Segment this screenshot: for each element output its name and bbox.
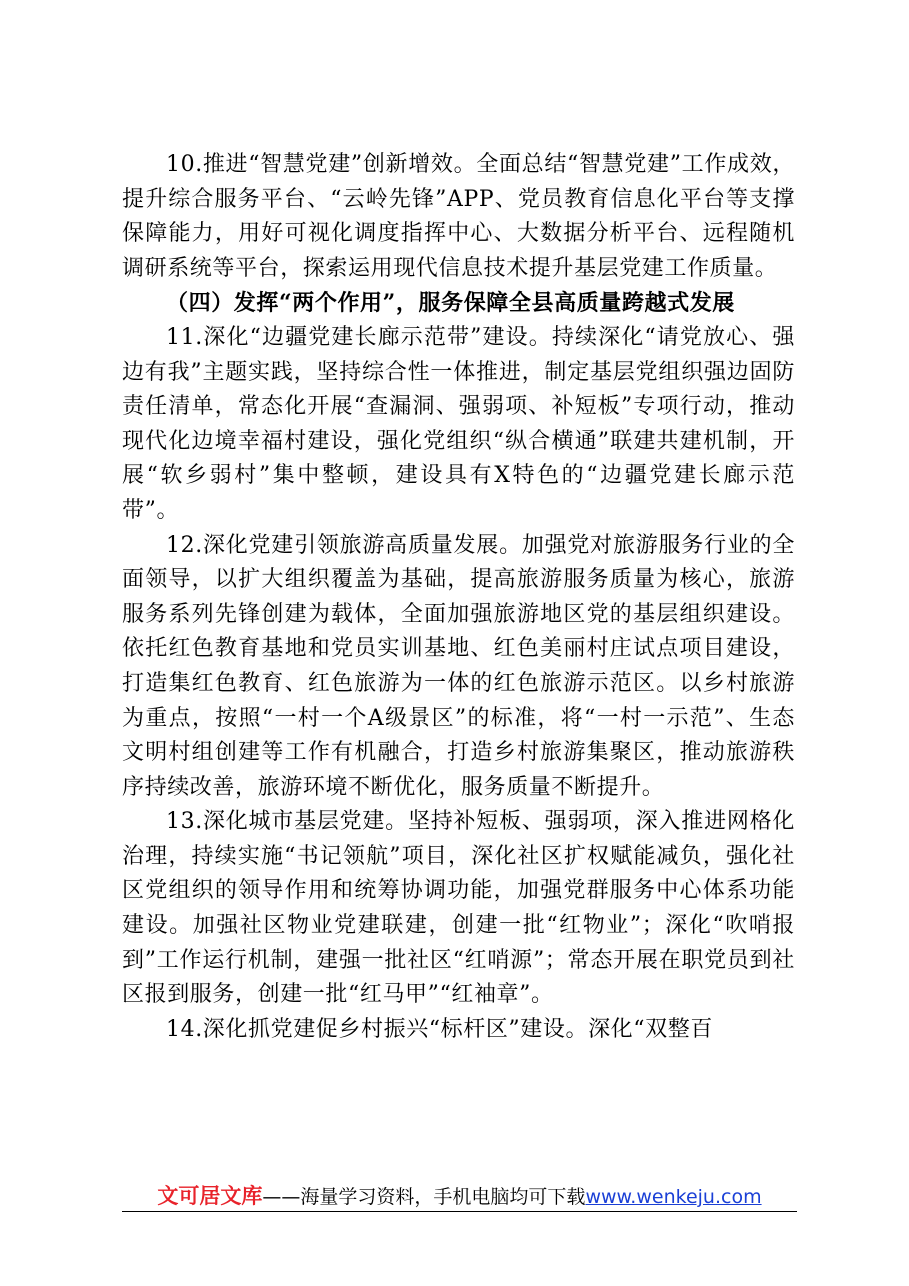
paragraph: 13.深化城市基层党建。坚持补短板、强弱项，深入推进网格化治理，持续实施“书记领航”项目，深化社区扩权赋能减负，强化社区党组织的领导作用和统筹协调功能，加强党群服务中心体系功能建设。加强社区物业党建联建，创建一批“红物业”；深化“吹哨报到”工作运行机制，建强一批社区“红哨源”；常态开展在职党员到社区报到服务，创建一批“红马甲”“红袖章”。: [122, 809, 795, 1008]
footer-banner: [122, 1181, 797, 1211]
footer-divider: [122, 1211, 797, 1212]
paragraph: 10.推进“智慧党建”创新增效。全面总结“智慧党建”工作成效，提升综合服务平台、“云岭先锋”APP、党员教育信息化平台等支撑保障能力，用好可视化调度指挥中心、大数据分析平台、远程随机调研系统等平台，探索运用现代信息技术提升基层党建工作质量。: [122, 152, 795, 281]
footer-site-link[interactable]: www.wenkeju.com: [585, 1186, 762, 1208]
footer-brand: 文可居文库: [157, 1184, 263, 1208]
document-body: [122, 148, 795, 1047]
section-heading: （四）发挥“两个作用”，服务保障全县高质量跨越式发展: [166, 290, 735, 317]
footer-slogan: ——海量学习资料，手机电脑均可下载: [262, 1186, 586, 1208]
paragraph: 12.深化党建引领旅游高质量发展。加强党对旅游服务行业的全面领导，以扩大组织覆盖为基础，提高旅游服务质量为核心，旅游服务系列先锋创建为载体，全面加强旅游地区党的基层组织建设。依托红色教育基地和党员实训基地、红色美丽村庄试点项目建设，打造集红色教育、红色旅游为一体的红色旅游示范区。以乡村旅游为重点，按照“一村一个A级景区”的标准，将“一村一示范”、生态文明村组创建等工作有机融合，打造乡村旅游集聚区，推动旅游秩序持续改善，旅游环境不断优化，服务质量不断提升。: [122, 532, 795, 800]
paragraph: 14.深化抓党建促乡村振兴“标杆区”建设。深化“双整百: [166, 1016, 713, 1042]
paragraph: 11.深化“边疆党建长廊示范带”建设。持续深化“请党放心、强边有我”主题实践，坚持综合性一体推进，制定基层党组织强边固防责任清单，常态化开展“查漏洞、强弱项、补短板”专项行动，推动现代化边境幸福村建设，强化党组织“纵合横通”联建共建机制，开展“软乡弱村”集中整顿，建设具有X特色的“边疆党建长廊示范带”。: [122, 324, 795, 523]
